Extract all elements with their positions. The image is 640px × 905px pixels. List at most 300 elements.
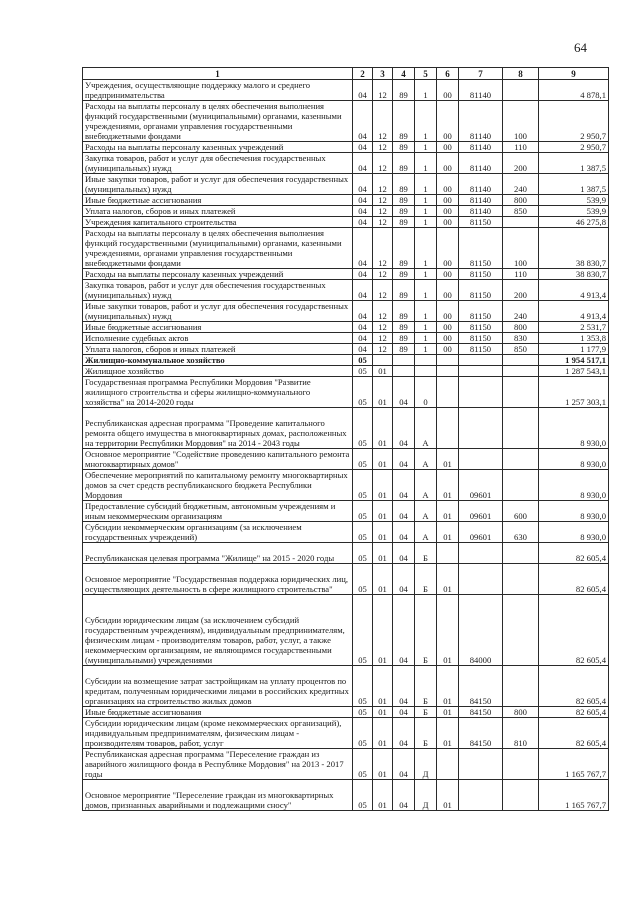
row-subprogram-cell: 1 (415, 322, 437, 333)
row-section-cell: 04 (353, 322, 373, 333)
row-section-cell: 05 (353, 366, 373, 377)
row-section-cell: 04 (353, 301, 373, 322)
row-direction-cell (459, 408, 503, 449)
row-section-cell: 05 (353, 543, 373, 564)
table-row (83, 269, 609, 280)
row-name-cell: Расходы на выплаты персоналу казенных учреждений (83, 269, 353, 280)
row-subprogram-cell: 1 (415, 301, 437, 322)
row-expense-type-cell (503, 595, 539, 666)
row-direction-cell: 81140 (459, 80, 503, 101)
row-expense-type-cell (503, 217, 539, 228)
row-expense-type-cell: 240 (503, 174, 539, 195)
row-subprogram-cell: 1 (415, 333, 437, 344)
row-subsection-cell: 12 (373, 228, 393, 269)
row-subsection-cell: 01 (373, 780, 393, 811)
row-expense-type-cell (503, 543, 539, 564)
row-amount-cell: 1 387,5 (539, 153, 609, 174)
row-direction-cell (459, 749, 503, 780)
row-amount-cell: 4 878,1 (539, 80, 609, 101)
row-section-cell: 04 (353, 280, 373, 301)
row-name-cell: Закупка товаров, работ и услуг для обеспечения государственных (муниципальных) нужд (83, 153, 353, 174)
row-program-cell: 04 (393, 718, 415, 749)
row-name-cell: Жилищно-коммунальное хозяйство (83, 355, 353, 366)
table-row (83, 522, 609, 543)
table-row (83, 228, 609, 269)
header-col-5: 5 (415, 68, 437, 80)
table-row (83, 206, 609, 217)
row-name-cell: Республиканская целевая программа "Жилище" на 2015 - 2020 годы (83, 543, 353, 564)
row-program-cell: 89 (393, 101, 415, 142)
row-activity-cell: 00 (437, 333, 459, 344)
row-expense-type-cell: 800 (503, 322, 539, 333)
row-subprogram-cell: А (415, 449, 437, 470)
table-body (83, 80, 609, 811)
row-name-cell: Иные бюджетные ассигнования (83, 707, 353, 718)
row-expense-type-cell: 110 (503, 269, 539, 280)
row-direction-cell (459, 780, 503, 811)
row-subsection-cell: 12 (373, 206, 393, 217)
row-activity-cell: 00 (437, 195, 459, 206)
row-amount-cell: 1 165 767,7 (539, 780, 609, 811)
row-expense-type-cell: 240 (503, 301, 539, 322)
row-direction-cell (459, 449, 503, 470)
row-subsection-cell: 12 (373, 322, 393, 333)
row-expense-type-cell: 850 (503, 344, 539, 355)
row-section-cell: 04 (353, 206, 373, 217)
table-row (83, 501, 609, 522)
row-amount-cell: 38 830,7 (539, 269, 609, 280)
row-name-cell: Расходы на выплаты персоналу в целях обеспечения выполнения функций государственными (муниципальными) органами, казенными учреждениями, органами управления государственными внебюджетными фондами (83, 228, 353, 269)
table-row (83, 707, 609, 718)
header-col-6: 6 (437, 68, 459, 80)
row-subprogram-cell: Д (415, 749, 437, 780)
row-program-cell: 89 (393, 333, 415, 344)
row-subsection-cell: 01 (373, 522, 393, 543)
row-direction-cell: 09601 (459, 470, 503, 501)
row-subprogram-cell: 1 (415, 195, 437, 206)
row-name-cell: Уплата налогов, сборов и иных платежей (83, 206, 353, 217)
row-name-cell: Субсидии юридическим лицам (кроме некоммерческих организаций), индивидуальным предпринимателям, физическим лицам - производителям товаров, работ, услуг (83, 718, 353, 749)
row-name-cell: Государственная программа Республики Мордовия "Развитие жилищного строительства и сферы жилищно-коммунального хозяйства" на 2014-2020 годы (83, 377, 353, 408)
row-section-cell: 04 (353, 269, 373, 280)
row-section-cell: 04 (353, 101, 373, 142)
table-row (83, 195, 609, 206)
row-name-cell: Иные бюджетные ассигнования (83, 195, 353, 206)
row-expense-type-cell: 100 (503, 101, 539, 142)
table-row (83, 366, 609, 377)
table-row (83, 174, 609, 195)
table-row (83, 470, 609, 501)
row-subsection-cell: 12 (373, 333, 393, 344)
row-subsection-cell: 12 (373, 153, 393, 174)
row-subprogram-cell: Б (415, 666, 437, 707)
row-amount-cell: 1 387,5 (539, 174, 609, 195)
row-name-cell: Предоставление субсидий бюджетным, автономным учреждениям и иным некоммерческим организациям (83, 501, 353, 522)
row-name-cell: Основное мероприятие "Содействие проведению капитального ремонта многоквартирных домов" (83, 449, 353, 470)
row-program-cell: 89 (393, 174, 415, 195)
row-section-cell: 05 (353, 522, 373, 543)
row-direction-cell (459, 355, 503, 366)
row-direction-cell: 84000 (459, 595, 503, 666)
budget-table (82, 67, 609, 811)
row-subprogram-cell: Б (415, 564, 437, 595)
row-activity-cell: 01 (437, 522, 459, 543)
row-amount-cell: 8 930,0 (539, 449, 609, 470)
row-subsection-cell (373, 355, 393, 366)
row-subprogram-cell: 1 (415, 206, 437, 217)
row-amount-cell: 46 275,8 (539, 217, 609, 228)
row-amount-cell: 8 930,0 (539, 408, 609, 449)
row-subsection-cell: 01 (373, 666, 393, 707)
row-subsection-cell: 01 (373, 366, 393, 377)
row-name-cell: Уплата налогов, сборов и иных платежей (83, 344, 353, 355)
table-row (83, 449, 609, 470)
row-activity-cell: 01 (437, 666, 459, 707)
header-col-7: 7 (459, 68, 503, 80)
row-direction-cell (459, 366, 503, 377)
row-amount-cell: 1 165 767,7 (539, 749, 609, 780)
row-subsection-cell: 12 (373, 174, 393, 195)
row-activity-cell: 01 (437, 595, 459, 666)
row-amount-cell: 539,9 (539, 206, 609, 217)
row-subprogram-cell: 1 (415, 101, 437, 142)
row-name-cell: Расходы на выплаты персоналу в целях обеспечения выполнения функций государственными (муниципальными) органами, казенными учреждениями, органами управления государственными внебюджетными фондами (83, 101, 353, 142)
row-direction-cell: 81150 (459, 344, 503, 355)
row-subsection-cell: 01 (373, 408, 393, 449)
row-subprogram-cell: 1 (415, 174, 437, 195)
row-section-cell: 05 (353, 470, 373, 501)
row-section-cell: 05 (353, 595, 373, 666)
row-program-cell: 89 (393, 206, 415, 217)
row-subsection-cell: 01 (373, 501, 393, 522)
row-program-cell: 04 (393, 449, 415, 470)
row-amount-cell: 82 605,4 (539, 543, 609, 564)
row-name-cell: Жилищное хозяйство (83, 366, 353, 377)
row-amount-cell: 1 177,9 (539, 344, 609, 355)
row-amount-cell: 2 950,7 (539, 142, 609, 153)
row-section-cell: 04 (353, 195, 373, 206)
row-subsection-cell: 01 (373, 718, 393, 749)
table-row (83, 718, 609, 749)
row-subprogram-cell: 1 (415, 344, 437, 355)
row-section-cell: 04 (353, 228, 373, 269)
row-program-cell: 04 (393, 522, 415, 543)
table-row (83, 280, 609, 301)
row-program-cell: 04 (393, 408, 415, 449)
row-section-cell: 04 (353, 333, 373, 344)
row-direction-cell: 81140 (459, 195, 503, 206)
row-expense-type-cell (503, 564, 539, 595)
table-row (83, 749, 609, 780)
row-expense-type-cell: 600 (503, 501, 539, 522)
row-subprogram-cell: А (415, 470, 437, 501)
row-subsection-cell: 01 (373, 470, 393, 501)
row-direction-cell: 84150 (459, 718, 503, 749)
row-activity-cell: 01 (437, 718, 459, 749)
row-expense-type-cell (503, 470, 539, 501)
row-subprogram-cell: 1 (415, 228, 437, 269)
row-name-cell: Иные бюджетные ассигнования (83, 322, 353, 333)
row-amount-cell: 8 930,0 (539, 501, 609, 522)
row-amount-cell: 4 913,4 (539, 301, 609, 322)
row-section-cell: 05 (353, 780, 373, 811)
table-row (83, 101, 609, 142)
row-direction-cell (459, 543, 503, 564)
row-name-cell: Республиканская адресная программа "Переселение граждан из аварийного жилищного фонда в Республике Мордовия" на 2013 - 2017 годы (83, 749, 353, 780)
row-name-cell: Исполнение судебных актов (83, 333, 353, 344)
row-subprogram-cell: 1 (415, 80, 437, 101)
row-direction-cell: 81150 (459, 228, 503, 269)
row-activity-cell (437, 355, 459, 366)
row-expense-type-cell: 110 (503, 142, 539, 153)
row-name-cell: Основное мероприятие "Переселение граждан из многоквартирных домов, признанных аварийными и подлежащими сносу" (83, 780, 353, 811)
row-direction-cell: 81150 (459, 217, 503, 228)
row-amount-cell: 82 605,4 (539, 707, 609, 718)
row-subsection-cell: 12 (373, 217, 393, 228)
row-expense-type-cell: 100 (503, 228, 539, 269)
row-program-cell: 89 (393, 269, 415, 280)
row-subsection-cell: 12 (373, 101, 393, 142)
row-direction-cell: 09601 (459, 522, 503, 543)
row-amount-cell: 82 605,4 (539, 564, 609, 595)
row-section-cell: 05 (353, 707, 373, 718)
row-subsection-cell: 01 (373, 595, 393, 666)
row-direction-cell: 81150 (459, 322, 503, 333)
row-direction-cell: 81140 (459, 142, 503, 153)
row-section-cell: 05 (353, 501, 373, 522)
row-name-cell: Субсидии юридическим лицам (за исключением субсидий государственным учреждениям), индивидуальным предпринимателям, физическим лицам - производителям товаров, работ, услуг, а также некоммерческим организациям, не являющимся государственными (муниципальными) учреждениями (83, 595, 353, 666)
row-subsection-cell: 01 (373, 749, 393, 780)
row-direction-cell (459, 564, 503, 595)
row-direction-cell: 81140 (459, 153, 503, 174)
row-subprogram-cell (415, 366, 437, 377)
row-expense-type-cell (503, 666, 539, 707)
table-row (83, 408, 609, 449)
row-name-cell: Учреждения капитального строительства (83, 217, 353, 228)
row-subsection-cell: 12 (373, 80, 393, 101)
table-row (83, 142, 609, 153)
row-amount-cell: 1 287 543,1 (539, 366, 609, 377)
row-section-cell: 04 (353, 174, 373, 195)
row-name-cell: Основное мероприятие "Государственная поддержка юридических лиц, осуществляющих деятельность в сфере жилищного строительства" (83, 564, 353, 595)
row-activity-cell: 00 (437, 217, 459, 228)
row-expense-type-cell: 200 (503, 280, 539, 301)
table-header-row (83, 68, 609, 80)
row-amount-cell: 82 605,4 (539, 595, 609, 666)
row-activity-cell (437, 749, 459, 780)
row-amount-cell: 38 830,7 (539, 228, 609, 269)
table-row (83, 153, 609, 174)
row-program-cell: 89 (393, 80, 415, 101)
row-subprogram-cell: Б (415, 718, 437, 749)
row-program-cell: 89 (393, 153, 415, 174)
row-program-cell: 89 (393, 322, 415, 333)
row-expense-type-cell (503, 780, 539, 811)
row-activity-cell: 01 (437, 564, 459, 595)
row-activity-cell: 00 (437, 301, 459, 322)
row-program-cell: 04 (393, 501, 415, 522)
row-amount-cell: 8 930,0 (539, 522, 609, 543)
header-col-9: 9 (539, 68, 609, 80)
table-row (83, 355, 609, 366)
row-amount-cell: 1 353,8 (539, 333, 609, 344)
table-row (83, 301, 609, 322)
header-col-8: 8 (503, 68, 539, 80)
row-amount-cell: 8 930,0 (539, 470, 609, 501)
header-col-3: 3 (373, 68, 393, 80)
row-subprogram-cell: Б (415, 543, 437, 564)
row-expense-type-cell: 630 (503, 522, 539, 543)
row-expense-type-cell (503, 355, 539, 366)
row-subprogram-cell: 0 (415, 377, 437, 408)
row-subsection-cell: 12 (373, 280, 393, 301)
row-name-cell: Обеспечение мероприятий по капитальному ремонту многоквартирных домов за счет средств республиканского бюджета Республики Мордовия (83, 470, 353, 501)
table-row (83, 80, 609, 101)
row-subprogram-cell: 1 (415, 153, 437, 174)
row-name-cell: Учреждения, осуществляющие поддержку малого и среднего предпринимательства (83, 80, 353, 101)
row-program-cell: 04 (393, 707, 415, 718)
row-program-cell: 04 (393, 543, 415, 564)
row-subprogram-cell: Б (415, 707, 437, 718)
row-section-cell: 04 (353, 217, 373, 228)
row-subprogram-cell (415, 355, 437, 366)
table-row (83, 595, 609, 666)
row-program-cell: 04 (393, 595, 415, 666)
row-amount-cell: 1 954 517,1 (539, 355, 609, 366)
row-program-cell (393, 355, 415, 366)
row-section-cell: 04 (353, 80, 373, 101)
row-name-cell: Субсидии на возмещение затрат застройщикам на уплату процентов по кредитам, полученным юридическими лицами в российских кредитных организациях на строительство жилых домов (83, 666, 353, 707)
row-section-cell: 05 (353, 564, 373, 595)
row-activity-cell: 00 (437, 206, 459, 217)
table-row (83, 217, 609, 228)
row-program-cell: 89 (393, 301, 415, 322)
row-direction-cell: 81150 (459, 333, 503, 344)
row-direction-cell: 81150 (459, 280, 503, 301)
header-col-4: 4 (393, 68, 415, 80)
row-program-cell: 04 (393, 564, 415, 595)
table-row (83, 780, 609, 811)
row-activity-cell: 01 (437, 780, 459, 811)
row-activity-cell (437, 543, 459, 564)
row-subsection-cell: 01 (373, 564, 393, 595)
row-program-cell: 89 (393, 344, 415, 355)
row-activity-cell: 01 (437, 501, 459, 522)
row-subprogram-cell: 1 (415, 142, 437, 153)
row-subsection-cell: 01 (373, 377, 393, 408)
row-amount-cell: 2 531,7 (539, 322, 609, 333)
row-subsection-cell: 12 (373, 269, 393, 280)
row-activity-cell: 01 (437, 449, 459, 470)
row-activity-cell (437, 377, 459, 408)
row-section-cell: 05 (353, 449, 373, 470)
row-direction-cell: 84150 (459, 707, 503, 718)
row-activity-cell: 00 (437, 228, 459, 269)
row-activity-cell: 01 (437, 707, 459, 718)
row-program-cell (393, 366, 415, 377)
table-row (83, 564, 609, 595)
row-program-cell: 04 (393, 377, 415, 408)
row-activity-cell: 00 (437, 344, 459, 355)
row-activity-cell: 00 (437, 101, 459, 142)
row-activity-cell: 00 (437, 174, 459, 195)
page-number: 64 (574, 40, 587, 55)
row-activity-cell: 00 (437, 322, 459, 333)
row-program-cell: 89 (393, 228, 415, 269)
row-direction-cell: 81140 (459, 206, 503, 217)
row-section-cell: 04 (353, 142, 373, 153)
row-expense-type-cell (503, 366, 539, 377)
row-section-cell: 04 (353, 344, 373, 355)
row-direction-cell: 81140 (459, 101, 503, 142)
row-section-cell: 05 (353, 749, 373, 780)
row-program-cell: 89 (393, 280, 415, 301)
row-expense-type-cell: 830 (503, 333, 539, 344)
row-program-cell: 04 (393, 666, 415, 707)
row-subsection-cell: 12 (373, 142, 393, 153)
row-amount-cell: 539,9 (539, 195, 609, 206)
header-col-1: 1 (83, 68, 353, 80)
row-amount-cell: 1 257 303,1 (539, 377, 609, 408)
row-subprogram-cell: А (415, 522, 437, 543)
row-program-cell: 04 (393, 749, 415, 780)
row-section-cell: 05 (353, 718, 373, 749)
row-activity-cell: 00 (437, 153, 459, 174)
table-row (83, 543, 609, 564)
row-direction-cell (459, 377, 503, 408)
row-name-cell: Расходы на выплаты персоналу казенных учреждений (83, 142, 353, 153)
row-name-cell: Республиканская адресная программа "Проведение капитального ремонта общего имущества в многоквартирных домах, расположенных на территории Республики Мордовия" на 2014 - 2043 годы (83, 408, 353, 449)
row-amount-cell: 82 605,4 (539, 666, 609, 707)
row-expense-type-cell (503, 749, 539, 780)
row-expense-type-cell: 850 (503, 206, 539, 217)
row-subprogram-cell: 1 (415, 269, 437, 280)
row-activity-cell: 01 (437, 470, 459, 501)
row-subprogram-cell: 1 (415, 217, 437, 228)
row-subprogram-cell: А (415, 501, 437, 522)
row-amount-cell: 2 950,7 (539, 101, 609, 142)
table-row (83, 666, 609, 707)
row-subsection-cell: 12 (373, 344, 393, 355)
row-section-cell: 05 (353, 355, 373, 366)
row-subsection-cell: 01 (373, 707, 393, 718)
table-row (83, 333, 609, 344)
row-program-cell: 04 (393, 780, 415, 811)
row-program-cell: 04 (393, 470, 415, 501)
row-subsection-cell: 01 (373, 543, 393, 564)
header-col-2: 2 (353, 68, 373, 80)
row-name-cell: Иные закупки товаров, работ и услуг для обеспечения государственных (муниципальных) нужд (83, 301, 353, 322)
row-expense-type-cell: 200 (503, 153, 539, 174)
row-activity-cell (437, 366, 459, 377)
row-direction-cell: 81150 (459, 269, 503, 280)
row-expense-type-cell: 800 (503, 707, 539, 718)
row-program-cell: 89 (393, 142, 415, 153)
row-section-cell: 04 (353, 153, 373, 174)
row-activity-cell: 00 (437, 269, 459, 280)
row-expense-type-cell (503, 408, 539, 449)
row-expense-type-cell (503, 377, 539, 408)
row-direction-cell: 81140 (459, 174, 503, 195)
row-program-cell: 89 (393, 195, 415, 206)
row-activity-cell (437, 408, 459, 449)
row-section-cell: 05 (353, 408, 373, 449)
row-amount-cell: 4 913,4 (539, 280, 609, 301)
row-subprogram-cell: А (415, 408, 437, 449)
row-expense-type-cell (503, 449, 539, 470)
row-program-cell: 89 (393, 217, 415, 228)
row-subsection-cell: 01 (373, 449, 393, 470)
